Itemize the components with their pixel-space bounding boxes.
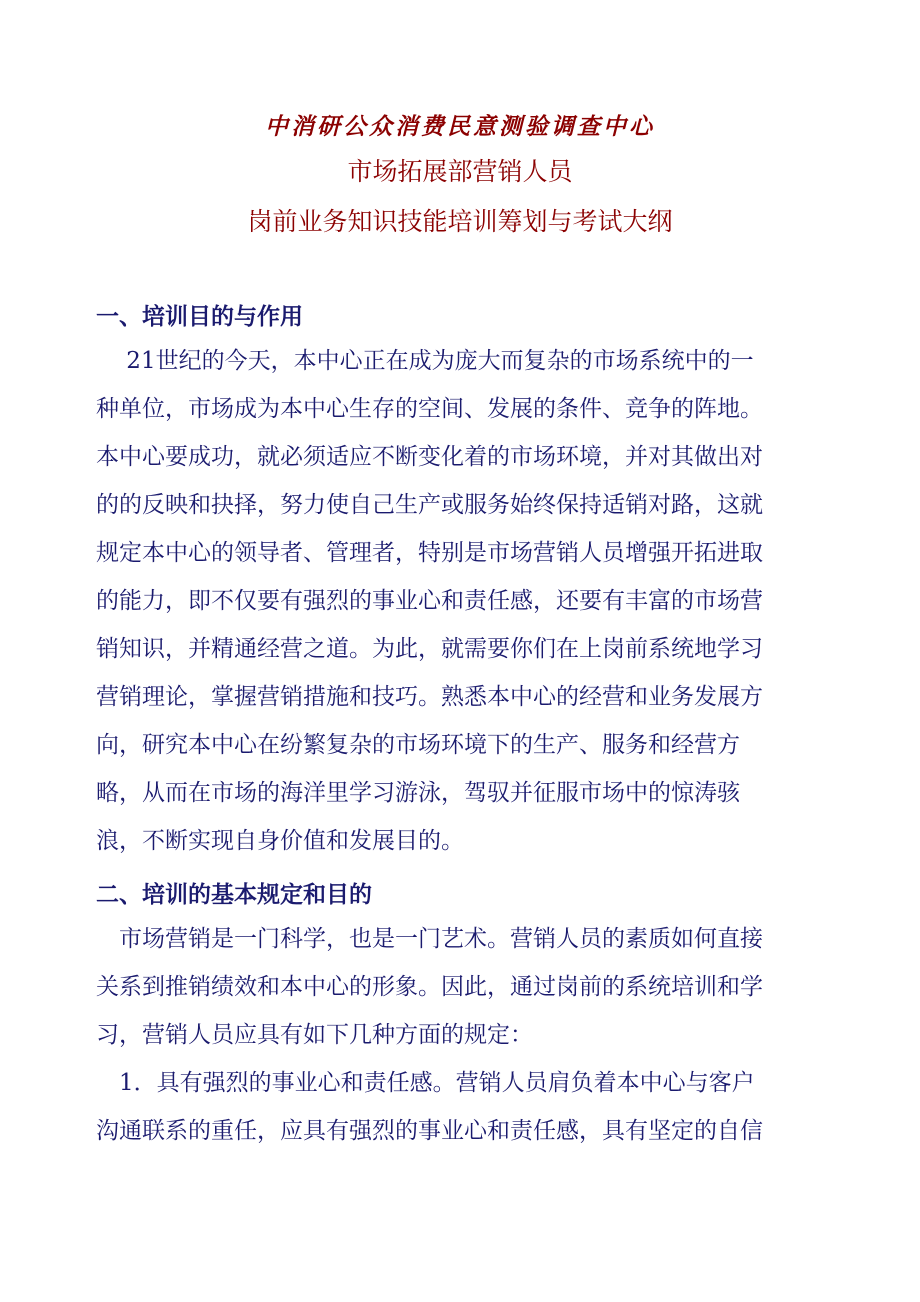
department-title: 市场拓展部营销人员	[347, 157, 573, 186]
paragraph-line: 关系到推销绩效和本中心的形象。因此，通过岗前的系统培训和学	[96, 974, 763, 1000]
requirement-item-1	[96, 1059, 824, 1155]
paragraph-line: 的的反映和抉择，努力使自己生产或服务始终保持适销对路，这就	[96, 492, 763, 518]
section-paragraph-requirements	[96, 915, 824, 1059]
paragraph-line: 1．具有强烈的事业心和责任感。营销人员肩负着本中心与客户	[96, 1070, 755, 1096]
paragraph-line: 略，从而在市场的海洋里学习游泳，驾驭并征服市场中的惊涛骇	[96, 780, 740, 806]
paragraph-line: 市场营销是一门科学，也是一门艺术。营销人员的素质如何直接	[96, 926, 763, 952]
organization-title: 中消研公众消费民意测验调查中心	[265, 113, 655, 140]
section-paragraph-purpose	[96, 337, 824, 865]
paragraph-line: 本中心要成功，就必须适应不断变化着的市场环境，并对其做出对	[96, 444, 763, 470]
paragraph-line: 沟通联系的重任，应具有强烈的事业心和责任感，具有坚定的自信	[96, 1118, 763, 1144]
section-heading-purpose: 一、培训目的与作用	[96, 304, 303, 330]
paragraph-line: 种单位，市场成为本中心生存的空间、发展的条件、竞争的阵地。	[96, 396, 763, 422]
paragraph-line: 销知识，并精通经营之道。为此，就需要你们在上岗前系统地学习	[96, 636, 763, 662]
paragraph-line: 规定本中心的领导者、管理者，特别是市场营销人员增强开拓进取	[96, 540, 763, 566]
document-title: 岗前业务知识技能培训筹划与考试大纲	[247, 207, 673, 236]
section-heading-requirements: 二、培训的基本规定和目的	[96, 882, 372, 908]
paragraph-line: 的能力，即不仅要有强烈的事业心和责任感，还要有丰富的市场营	[96, 588, 763, 614]
paragraph-line: 营销理论，掌握营销措施和技巧。熟悉本中心的经营和业务发展方	[96, 684, 763, 710]
paragraph-line: 习，营销人员应具有如下几种方面的规定：	[96, 1022, 533, 1048]
paragraph-line: 浪，不断实现自身价值和发展目的。	[96, 828, 464, 854]
paragraph-line: 向，研究本中心在纷繁复杂的市场环境下的生产、服务和经营方	[96, 732, 740, 758]
paragraph-line: 21世纪的今天，本中心正在成为庞大而复杂的市场系统中的一	[96, 348, 754, 374]
